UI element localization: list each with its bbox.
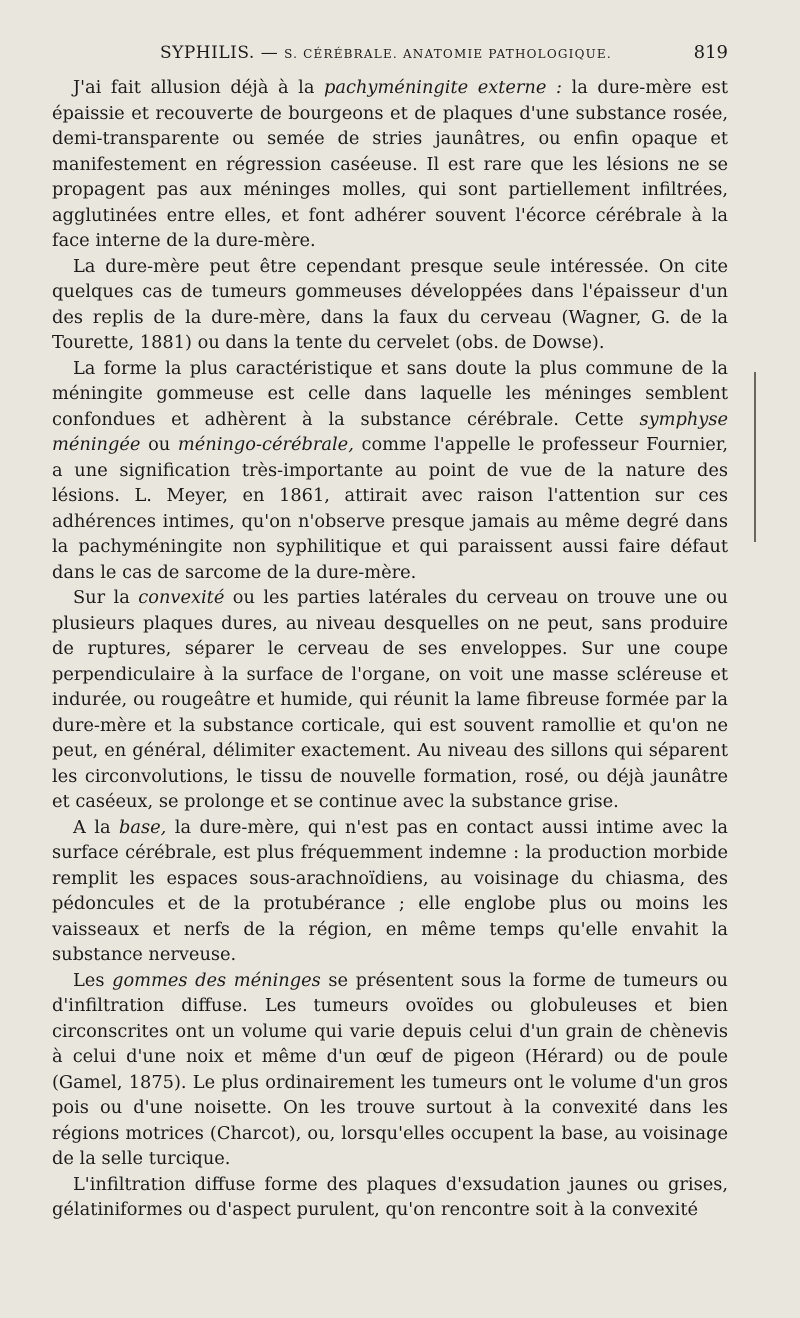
text-run: A la	[73, 816, 120, 838]
paragraph-base	[52, 815, 728, 968]
text-run: ou	[140, 434, 178, 455]
text-run: Sur la	[73, 587, 139, 608]
text-run: Les	[73, 969, 113, 991]
margin-pencil-mark	[754, 372, 756, 542]
italic-term: symphyse méningée	[52, 408, 728, 455]
italic-term: base,	[119, 816, 167, 838]
paragraph-infiltration	[52, 1172, 728, 1223]
text-run: La dure-mère peut être cependant presque seule intéressée. On cite quelques cas de tumeurs gommeuses développées dans l'épaisseur d'un des replis de la dure-mère, dans la faux du cerveau (Wagner, G. de la Tourette, 1881) ou dans la tente du cervelet (obs. de Dowse).	[52, 255, 728, 353]
text-run: La forme la plus caractéristique et sans doute la plus commune de la méningite gommeuse est celle dans laquelle les méninges semblent confondues et adhèrent à la substance cérébrale. Cette	[52, 357, 728, 430]
running-title-section: S. CÉRÉBRALE. ANATOMIE PATHOLOGIQUE.	[284, 47, 612, 61]
text-run: J'ai fait allusion déjà à la	[73, 77, 324, 98]
page-number: 819	[693, 42, 728, 63]
text-run: la dure-mère est épaissie et recouverte de bourgeons et de plaques d'une substance rosée, demi-transparente ou semée de stries jaunâtres, ou enfin opaque et manifestement en régression caséeuse. Il est rare que les lésions ne se propagent pas aux méninges molles, qui sont partiellement infiltrées, agglutinées entre elles, et font adhérer souvent l'écorce cérébrale à la face interne de la dure-mère.	[52, 77, 729, 251]
italic-term: méningo-cérébrale,	[177, 434, 354, 455]
italic-term: convexité	[138, 587, 225, 608]
paragraph-symphyse	[52, 356, 728, 586]
text-run: comme l'appelle le professeur Fournier, a une signification très-importante au point de vue de la nature des lésions. L. Meyer, en 1861, attirait avec raison l'attention sur ces adhérences intimes, qu'on n'observe presque jamais au même degré dans la pachyméningite non syphilitique et qui paraissent aussi faire défaut dans le cas de sarcome de la dure-mère.	[52, 434, 728, 583]
running-title-main: SYPHILIS. —	[160, 43, 285, 63]
paragraph-gommes	[52, 968, 728, 1172]
paragraph-convexite	[52, 585, 728, 815]
text-run: la dure-mère, qui n'est pas en contact aussi intime avec la surface cérébrale, est plus fréquemment indemne : la production morbide remplit les espaces sous-arachnoïdiens, au voisinage du chiasma, des pédoncules et de la protubérance ; elle englobe plus ou moins les vaisseaux et nerfs de la région, en même temps qu'elle envahit la substance nerveuse.	[52, 816, 728, 965]
paragraph-dure-mere	[52, 254, 728, 356]
body-text	[52, 75, 728, 1223]
italic-term: pachyméningite externe :	[324, 77, 562, 98]
text-run: se présentent sous la forme de tumeurs ou d'infiltration diffuse. Les tumeurs ovoïdes ou globuleuses et bien circonscrites ont un volume qui varie depuis celui d'un grain de chènevis à celui d'une noix et même d'un œuf de pigeon (Hérard) ou de poule (Gamel, 1875). Le plus ordinairement les tumeurs ont le volume d'un gros pois ou d'une noisette. On les trouve surtout à la convexité dans les régions motrices (Charcot), ou, lorsqu'elles occupent la base, au voisinage de la selle turcique.	[52, 969, 728, 1169]
text-run: L'infiltration diffuse forme des plaques d'exsudation jaunes ou grises, gélatiniformes ou d'aspect purulent, qu'on rencontre soit à la convexité	[52, 1173, 728, 1220]
text-run: ou les parties latérales du cerveau on trouve une ou plusieurs plaques dures, au niveau desquelles on ne peut, sans produire de ruptures, séparer le cerveau de ses enveloppes. Sur une coupe perpendiculaire à la surface de l'organe, on voit une masse scléreuse et indurée, ou rougeâtre et humide, qui réunit la lame fibreuse formée par la dure-mère et la substance corticale, qui est souvent ramollie et qu'on ne peut, en général, délimiter exactement. Au niveau des sillons qui séparent les circonvolutions, le tissu de nouvelle formation, rosé, ou déjà jaunâtre et caséeux, se prolonge et se continue avec la substance grise.	[52, 587, 728, 812]
running-title	[160, 43, 612, 63]
paragraph-pachymeningite	[52, 75, 728, 254]
italic-term: gommes des méninges	[112, 969, 321, 991]
running-header	[160, 42, 728, 63]
